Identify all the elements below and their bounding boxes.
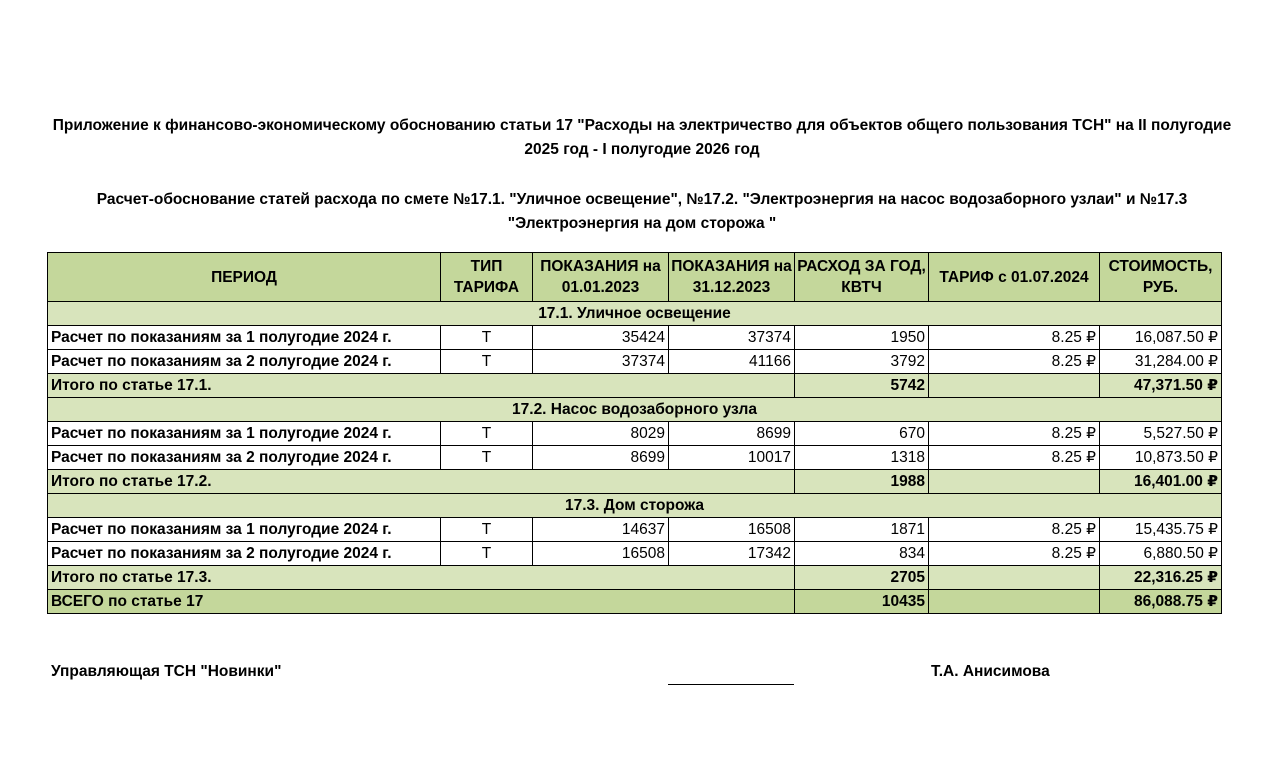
total-label: Итого по статье 17.1.	[48, 374, 795, 398]
cell-period: Расчет по показаниям за 2 полугодие 2024 г.	[48, 446, 441, 470]
section-row	[48, 494, 1222, 518]
cell-type: Т	[441, 518, 533, 542]
total-usage: 1988	[795, 470, 929, 494]
grand-total-usage: 10435	[795, 590, 929, 614]
header-tariff-type: ТИП ТАРИФА	[441, 253, 533, 302]
cell-start: 16508	[533, 542, 669, 566]
cell-tariff: 8.25 ₽	[929, 326, 1100, 350]
cell-end: 10017	[669, 446, 795, 470]
cell-cost: 16,087.50 ₽	[1100, 326, 1222, 350]
grand-total-cost: 86,088.75 ₽	[1100, 590, 1222, 614]
cell-cost: 6,880.50 ₽	[1100, 542, 1222, 566]
cell-end: 16508	[669, 518, 795, 542]
signature-name: Т.А. Анисимова	[931, 663, 1050, 680]
total-usage: 5742	[795, 374, 929, 398]
total-cost: 16,401.00 ₽	[1100, 470, 1222, 494]
cell-type: Т	[441, 446, 533, 470]
section-row	[48, 398, 1222, 422]
signature-position: Управляющая ТСН "Новинки"	[51, 663, 282, 680]
total-label: Итого по статье 17.2.	[48, 470, 795, 494]
header-period: ПЕРИОД	[48, 253, 441, 302]
table-row	[48, 350, 1222, 374]
cell-tariff: 8.25 ₽	[929, 350, 1100, 374]
cell-start: 8029	[533, 422, 669, 446]
section-title: 17.1. Уличное освещение	[48, 302, 1222, 326]
total-row	[48, 566, 1222, 590]
cell-period: Расчет по показаниям за 1 полугодие 2024 г.	[48, 518, 441, 542]
cell-type: Т	[441, 326, 533, 350]
cell-cost: 5,527.50 ₽	[1100, 422, 1222, 446]
table-row	[48, 422, 1222, 446]
cell-tariff: 8.25 ₽	[929, 518, 1100, 542]
total-label: Итого по статье 17.3.	[48, 566, 795, 590]
cell-end: 41166	[669, 350, 795, 374]
section-title: 17.3. Дом сторожа	[48, 494, 1222, 518]
cell-usage: 834	[795, 542, 929, 566]
cell-start: 14637	[533, 518, 669, 542]
cell-period: Расчет по показаниям за 2 полугодие 2024 г.	[48, 350, 441, 374]
cell-usage: 670	[795, 422, 929, 446]
signature-line	[668, 684, 794, 685]
calculation-table	[47, 252, 1222, 614]
cell-period: Расчет по показаниям за 1 полугодие 2024 г.	[48, 326, 441, 350]
cell-end: 37374	[669, 326, 795, 350]
cell-start: 35424	[533, 326, 669, 350]
cell-end: 17342	[669, 542, 795, 566]
cell-type: Т	[441, 350, 533, 374]
total-cost: 22,316.25 ₽	[1100, 566, 1222, 590]
grand-total-label: ВСЕГО по статье 17	[48, 590, 795, 614]
cell-tariff: 8.25 ₽	[929, 446, 1100, 470]
cell-tariff: 8.25 ₽	[929, 542, 1100, 566]
cell-type: Т	[441, 422, 533, 446]
header-reading-end: ПОКАЗАНИЯ на 31.12.2023	[669, 253, 795, 302]
section-title: 17.2. Насос водозаборного узла	[48, 398, 1222, 422]
header-tariff: ТАРИФ с 01.07.2024	[929, 253, 1100, 302]
document-subtitle: Расчет-обоснование статей расхода по смете №17.1. "Уличное освещение", №17.2. "Электроэнергия на насос водозаборного узлаи" и №17.3 "Электроэнергия на дом сторожа "	[96, 191, 1188, 232]
cell-tariff: 8.25 ₽	[929, 422, 1100, 446]
grand-total-tariff-empty	[929, 590, 1100, 614]
cell-usage: 1950	[795, 326, 929, 350]
document-title: Приложение к финансово-экономическому обоснованию статьи 17 "Расходы на электричество для объектов общего пользования ТСН" на II полугодие 2025 год - I полугодие 2026 год	[52, 117, 1232, 158]
cell-usage: 3792	[795, 350, 929, 374]
table-row	[48, 326, 1222, 350]
total-row	[48, 374, 1222, 398]
table-row	[48, 518, 1222, 542]
cell-cost: 31,284.00 ₽	[1100, 350, 1222, 374]
cell-end: 8699	[669, 422, 795, 446]
cell-start: 37374	[533, 350, 669, 374]
total-tariff-empty	[929, 374, 1100, 398]
total-tariff-empty	[929, 470, 1100, 494]
cell-usage: 1318	[795, 446, 929, 470]
cell-period: Расчет по показаниям за 2 полугодие 2024 г.	[48, 542, 441, 566]
cell-period: Расчет по показаниям за 1 полугодие 2024 г.	[48, 422, 441, 446]
section-row	[48, 302, 1222, 326]
header-row	[48, 253, 1222, 302]
total-row	[48, 470, 1222, 494]
total-usage: 2705	[795, 566, 929, 590]
total-tariff-empty	[929, 566, 1100, 590]
cell-cost: 15,435.75 ₽	[1100, 518, 1222, 542]
cell-usage: 1871	[795, 518, 929, 542]
table-row	[48, 446, 1222, 470]
table-row	[48, 542, 1222, 566]
cell-start: 8699	[533, 446, 669, 470]
total-cost: 47,371.50 ₽	[1100, 374, 1222, 398]
cell-cost: 10,873.50 ₽	[1100, 446, 1222, 470]
header-cost: СТОИМОСТЬ, РУБ.	[1100, 253, 1222, 302]
header-reading-start: ПОКАЗАНИЯ на 01.01.2023	[533, 253, 669, 302]
cell-type: Т	[441, 542, 533, 566]
grand-total-row	[48, 590, 1222, 614]
header-usage: РАСХОД ЗА ГОД, КВТЧ	[795, 253, 929, 302]
